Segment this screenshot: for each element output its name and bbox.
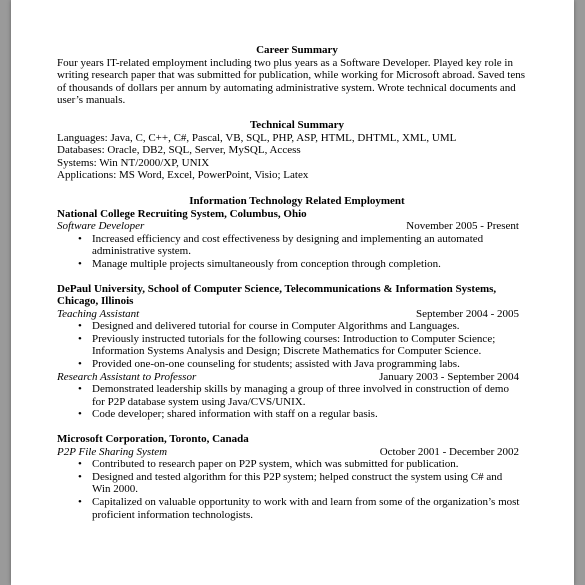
role-title: Software Developer xyxy=(57,220,145,233)
bullet-item: • Previously instructed tutorials for the following courses: Introduction to Computer Science; Information Systems Analysis and Design; Discrete Mathematics for Computer Science. xyxy=(57,333,537,358)
career-summary-heading: Career Summary xyxy=(256,44,338,56)
role-row xyxy=(57,308,537,321)
bullet-item: • Increased efficiency and cost effectiveness by designing and implementing an automated administrative system. xyxy=(57,233,537,258)
career-summary-line: Four years IT-related employment including two plus years as a Software Developer. Played key role in xyxy=(57,56,513,69)
career-summary-line: of thousands of dollars per annum by automating administrative system. Wrote technical documents and xyxy=(57,81,516,94)
employer-name: National College Recruiting System, Columbus, Ohio xyxy=(57,207,307,220)
bullet-item: • Demonstrated leadership skills by managing a group of three involved in construction of demo for P2P database system using Java/CVS/UNIX. xyxy=(57,383,537,408)
bullet-item: • Designed and tested algorithm for this P2P system; helped construct the system using C# and Win 2000. xyxy=(57,471,537,496)
resume-page xyxy=(11,0,574,585)
bullet-item: • Designed and delivered tutorial for course in Computer Algorithms and Languages. xyxy=(57,320,537,333)
technical-summary-line: Systems: Win NT/2000/XP, UNIX xyxy=(57,156,210,169)
career-summary-body xyxy=(57,57,537,107)
role-row xyxy=(57,371,537,384)
role-title: Teaching Assistant xyxy=(57,307,140,320)
bullet-item: • Code developer; shared information with staff on a regular basis. xyxy=(57,408,537,421)
bullet-item: • Contributed to research paper on P2P system, which was submitted for publication. xyxy=(57,458,537,471)
technical-summary-line: Languages: Java, C, C++, C#, Pascal, VB, SQL, PHP, ASP, HTML, DHTML, XML, UML xyxy=(57,131,457,144)
role-dates: January 2003 - September 2004 xyxy=(379,370,519,383)
technical-summary-heading: Technical Summary xyxy=(249,118,344,131)
role-dates: November 2005 - Present xyxy=(406,220,519,233)
role-title: Research Assistant to Professor xyxy=(57,370,197,383)
bullet-item: • Manage multiple projects simultaneously from conception through completion. xyxy=(57,258,537,271)
resume-content xyxy=(57,44,537,521)
career-summary-line: writing research paper that was submitted for publication, while working for Microsoft abroad. Saved tens xyxy=(57,69,525,82)
role-row xyxy=(57,220,537,233)
role-bullets xyxy=(57,233,537,271)
bullet-item: • Provided one-on-one counseling for students; assisted with Java programming labs. xyxy=(57,358,537,371)
role-bullets xyxy=(57,320,537,370)
technical-summary-line: Applications: MS Word, Excel, PowerPoint, Visio; Latex xyxy=(57,169,309,182)
role-bullets xyxy=(57,383,537,421)
employment-heading: Information Technology Related Employment xyxy=(189,194,405,207)
career-summary-line: user’s manuals. xyxy=(57,94,126,107)
role-title: P2P File Sharing System xyxy=(57,445,168,458)
employer-section xyxy=(57,208,537,271)
technical-summary-line: Databases: Oracle, DB2, SQL, Server, MySQL, Access xyxy=(57,144,301,157)
role-bullets xyxy=(57,458,537,521)
employer-name: Microsoft Corporation, Toronto, Canada xyxy=(57,433,249,446)
technical-summary-body xyxy=(57,132,537,182)
employer-name: DePaul University, School of Computer Science, Telecommunications & Information Systems, Chicago, Illinois xyxy=(57,282,497,308)
role-dates: October 2001 - December 2002 xyxy=(379,445,519,458)
bullet-item: • Capitalized on valuable opportunity to work with and learn from some of the organization’s most proficient information technologists. xyxy=(57,496,537,521)
employer-section xyxy=(57,283,537,422)
employer-section xyxy=(57,433,537,521)
role-dates: September 2004 - 2005 xyxy=(416,307,519,320)
role-row xyxy=(57,446,537,459)
